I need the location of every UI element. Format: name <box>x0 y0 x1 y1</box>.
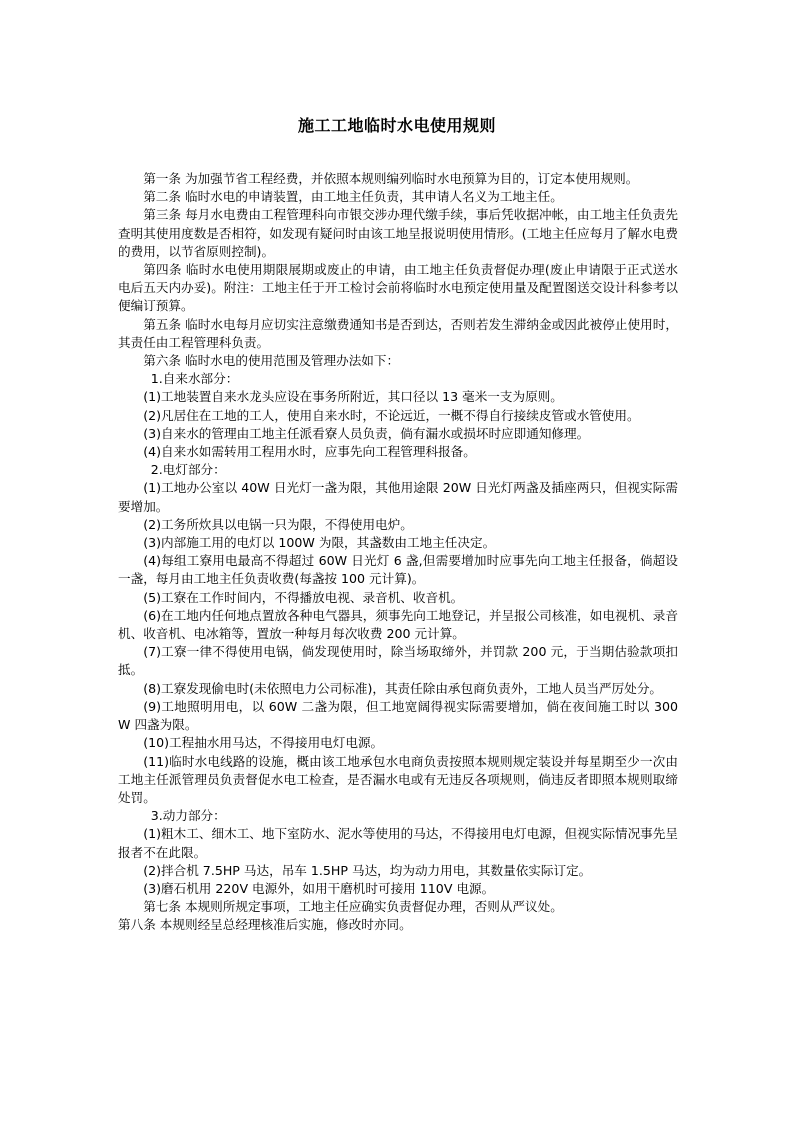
document-paragraph: 第一条 为加强节省工程经费，并依照本规则编列临时水电预算为目的，订定本使用规则。 <box>143 171 639 186</box>
document-paragraph: (1)工地办公室以 40W 日光灯一盏为限，其他用途限 20W 日光灯两盏及插座两只，但视实际需要增加。 <box>118 480 678 514</box>
document-paragraph: 第二条 临时水电的申请装置，由工地主任负责，其申请人名义为工地主任。 <box>143 189 563 205</box>
document-paragraph: (1)工地装置自来水龙头应设在事务所附近，其口径以 13 毫米一支为原则。 <box>143 389 563 405</box>
document-paragraph: 第八条 本规则经呈总经理核准后实施，修改时亦同。 <box>118 917 412 933</box>
document-paragraph: 第七条 本规则所规定事项，工地主任应确实负责督促办理，否则从严议处。 <box>143 899 563 915</box>
document-paragraph: 第六条 临时水电的使用范围及管理办法如下： <box>143 353 400 369</box>
document-paragraph: (5)工寮在工作时间内，不得播放电视、录音机、收音机。 <box>143 589 464 605</box>
document-paragraph: (3)内部施工用的电灯以 100W 为限，其盏数由工地主任决定。 <box>143 535 496 551</box>
document-paragraph: (2)工务所炊具以电锅一只为限，不得使用电炉。 <box>143 516 413 532</box>
document-paragraph: (2)凡居住在工地的工人，使用自来水时，不论远近，一概不得自行接续皮管或水管使用。 <box>143 407 640 423</box>
document-paragraph: 第四条 临时水电使用期限展期或废止的申请，由工地主任负责督促办理(废止申请限于正式送水电后五天内办妥)。附注：工地主任于开工检讨会前将临时水电预定使用量及配置图送交设计科参考以便编订预算。 <box>118 262 678 314</box>
document-paragraph: (10)工程抽水用马达，不得接用电灯电源。 <box>143 735 384 751</box>
document-paragraph: (1)粗木工、细木工、地下室防水、泥水等使用的马达，不得接用电灯电源，但视实际情况事先呈报者不在此限。 <box>118 826 678 860</box>
document-paragraph: (7)工寮一律不得使用电锅，倘发现使用时，除当场取缔外，并罚款 200 元，于当期估验款项扣抵。 <box>118 644 678 678</box>
document-paragraph: (4)自来水如需转用工程用水时，应事先向工程管理科报备。 <box>143 444 476 460</box>
document-paragraph: (4)每组工寮用电最高不得超过 60W 日光灯 6 盏,但需要增加时应事先向工地主任报备，倘超设一盏，每月由工地主任负责收费(每盏按 100 元计算)。 <box>118 553 678 587</box>
document-paragraph: (6)在工地内任何地点置放各种电气器具，须事先向工地登记，并呈报公司核准，如电视机、录音机、收音机、电冰箱等，置放一种每月每次收费 200 元计算。 <box>118 607 678 642</box>
document-paragraph: (11)临时水电线路的设施，概由该工地承包水电商负责按照本规则规定装设并每星期至少一次由工地主任派管理员负责督促水电工检查，是否漏水电或有无违反各项规则，倘违反者即照本规则取缔处罚。 <box>118 753 678 805</box>
document-paragraph: 1.自来水部分： <box>150 371 239 387</box>
document-paragraph: (3)自来水的管理由工地主任派看寮人员负责，倘有漏水或损坏时应即通知修理。 <box>143 425 590 441</box>
document-title: 施工工地临时水电使用规则 <box>297 116 496 135</box>
document-paragraph: (3)磨石机用 220V 电源外，如用干磨机时可接用 110V 电源。 <box>143 880 495 896</box>
document-paragraph: (9)工地照明用电，以 60W 二盏为限，但工地宽阔得视实际需要增加，倘在夜间施工时以 300W 四盏为限。 <box>118 698 678 733</box>
document-paragraph: 2.电灯部分： <box>150 462 226 478</box>
document-paragraph: 3.动力部分： <box>150 808 226 824</box>
document-paragraph: 第三条 每月水电费由工程管理科向市银交涉办理代缴手续，事后凭收据冲帐，由工地主任负责先查明其使用度数是否相符，如发现有疑问时由该工地呈报说明使用情形。(工地主任应每月了解水电费的费用，以节省原则控制)。 <box>118 207 678 259</box>
document-paragraph: (8)工寮发现偷电时(未依照电力公司标准)，其责任除由承包商负责外，工地人员当严厉处分。 <box>143 680 663 696</box>
document-paragraph: (2)拌合机 7.5HP 马达，吊车 1.5HP 马达，均为动力用电，其数量依实际订定。 <box>143 862 592 878</box>
document-body <box>118 170 678 935</box>
document-paragraph: 第五条 临时水电每月应切实注意缴费通知书是否到达，否则若发生滞纳金或因此被停止使用时，其责任由工程管理科负责。 <box>118 316 678 350</box>
